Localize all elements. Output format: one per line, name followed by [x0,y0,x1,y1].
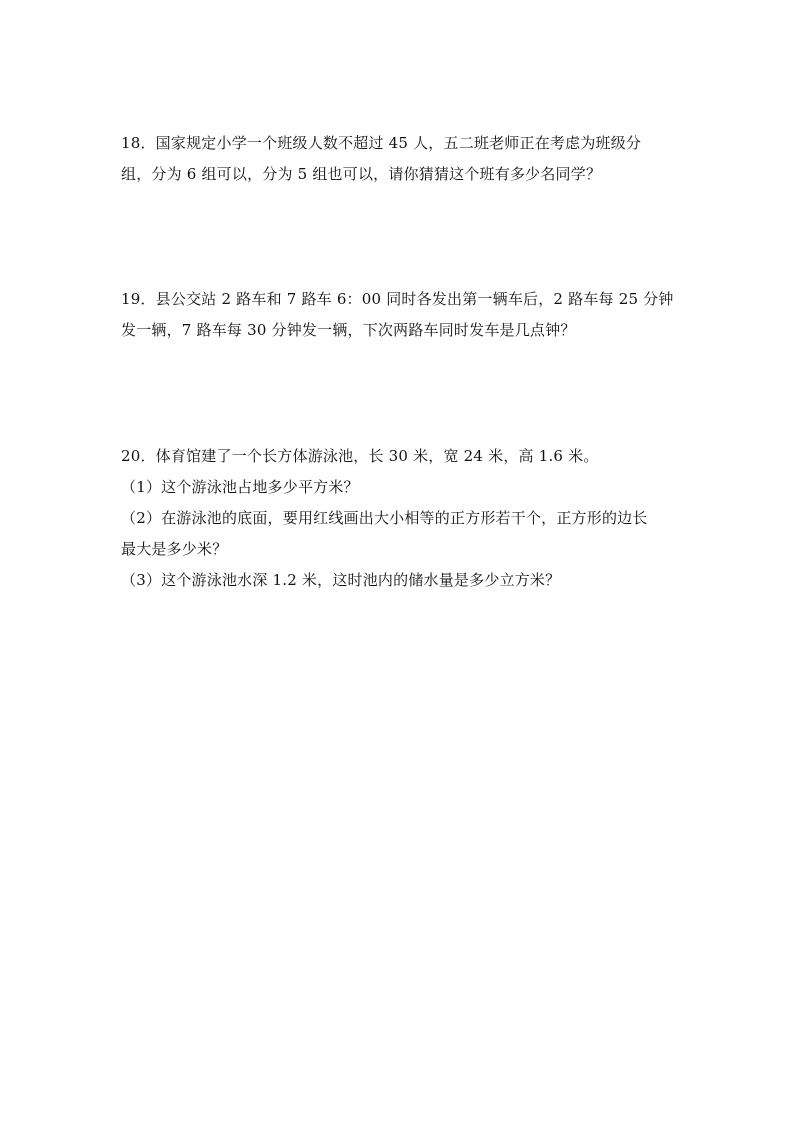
question-20-subquestion-1: （1）这个游泳池占地多少平方米？ [121,478,359,496]
question-20-line-1: 20．体育馆建了一个长方体游泳池，长 30 米，宽 24 米，高 1.6 米。 [121,447,599,465]
question-20-subquestion-2-line-2: 最大是多少米？ [121,540,228,558]
question-20-subquestion-2-line-1: （2）在游泳池的底面，要用红线画出大小相等的正方形若干个，正方形的边长 [121,509,648,527]
question-19-line-1: 19．县公交站 2 路车和 7 路车 6：00 同时各发出第一辆车后，2 路车每 25 分钟 [121,290,674,308]
question-20-subquestion-3: （3）这个游泳池水深 1.2 米，这时池内的储水量是多少立方米？ [121,571,561,589]
question-18-line-2: 组，分为 6 组可以，分为 5 组也可以，请你猜猜这个班有多少名同学？ [121,165,602,183]
question-19-line-2: 发一辆，7 路车每 30 分钟发一辆，下次两路车同时发车是几点钟？ [121,321,576,339]
question-18-line-1: 18．国家规定小学一个班级人数不超过 45 人，五二班老师正在考虑为班级分 [121,134,642,152]
